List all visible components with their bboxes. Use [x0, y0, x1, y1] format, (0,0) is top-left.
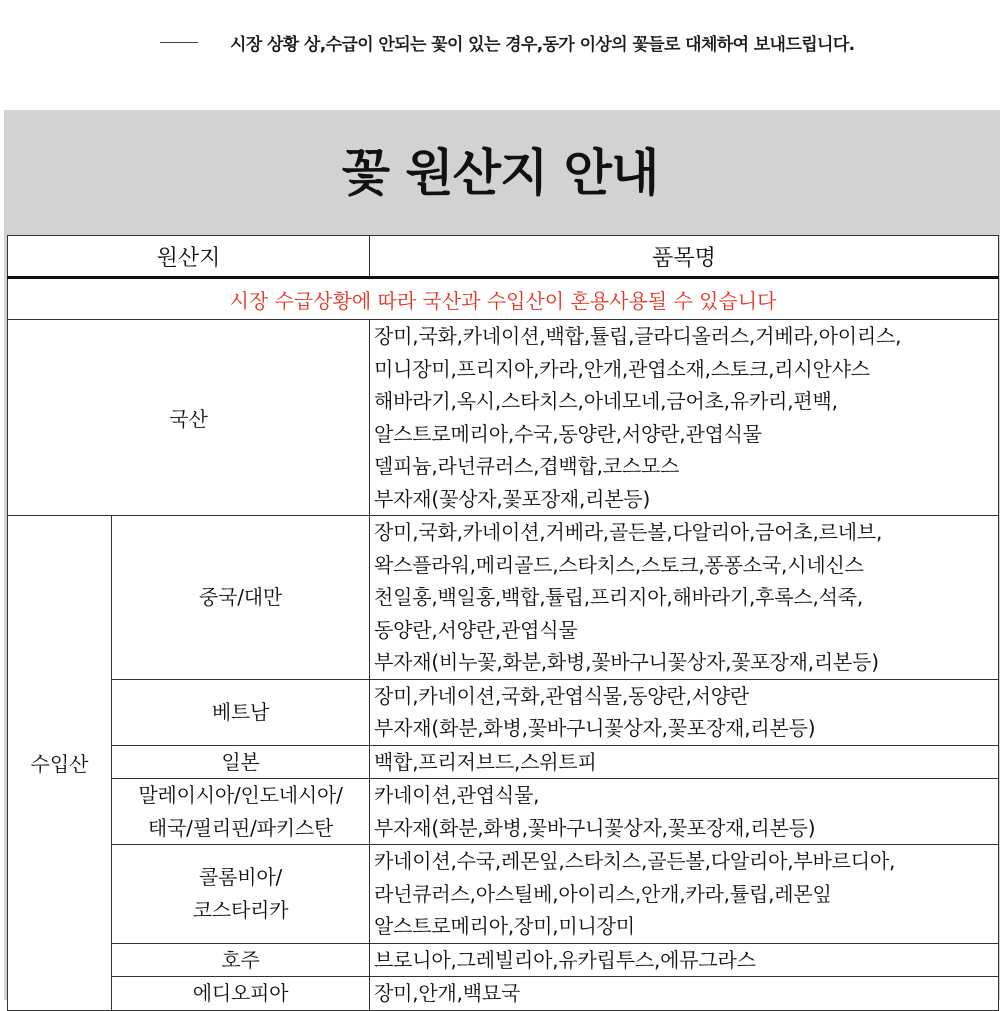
subregion-japan: [112, 745, 370, 779]
table-row-japan: [8, 745, 999, 779]
subregion-label: 베트남: [211, 699, 270, 724]
subregion-label: 일본: [221, 749, 260, 774]
subregion-vietnam: [112, 679, 370, 745]
header-origin: 원산지: [8, 236, 370, 278]
subregion-china-taiwan: [112, 516, 370, 680]
items-vietnam: [370, 679, 999, 745]
region-imported: 수입산: [8, 516, 112, 1011]
item-line: 부자재(화분,화병,꽃바구니꽃상자,꽃포장재,리본등): [374, 716, 816, 740]
subregion-label: 중국/대만: [198, 585, 283, 609]
region-domestic: 국산: [8, 320, 370, 516]
table-row-southeast-asia: [8, 779, 999, 845]
item-line: 카네이션,관엽식물,: [374, 783, 540, 807]
items-southeast-asia: [370, 779, 999, 845]
item-line: 장미,안개,백묘국: [374, 981, 521, 1005]
origin-table: [7, 235, 999, 1011]
item-line: 장미,국화,카네이션,백합,튤립,글라디올러스,거베라,아이리스,: [374, 324, 902, 348]
subregion-label: 에디오피아: [192, 981, 289, 1005]
item-line: 천일홍,백일홍,백합,튤립,프리지아,해바라기,후록스,석죽,: [374, 585, 864, 609]
item-line: 브로니아,그레빌리아,유카립투스,에뮤그라스: [374, 947, 756, 972]
item-line: 알스트로메리아,수국,동양란,서양란,관엽식물: [374, 421, 762, 446]
subregion-colombia-costarica: [112, 845, 370, 944]
item-line: 해바라기,옥시,스타치스,아네모네,금어초,유카리,편백,: [374, 389, 838, 413]
items-ethiopia: [370, 977, 999, 1011]
items-colombia-costarica: [370, 845, 999, 944]
mixed-use-notice: 시장 수급상황에 따라 국산과 수입산이 혼용사용될 수 있습니다: [8, 278, 999, 320]
top-note-text: 시장 상황 상,수급이 안되는 꽃이 있는 경우,동가 이상의 꽃들로 대체하여 보내드립니다.: [230, 35, 855, 55]
header-items: 품목명: [370, 236, 999, 278]
subregion-ethiopia: [112, 977, 370, 1011]
table-row-colombia: [8, 845, 999, 944]
table-row-vietnam: [8, 679, 999, 745]
item-line: 라넌큐러스,아스틸베,아이리스,안개,카라,튤립,레몬잎: [374, 881, 832, 906]
subregion-label: 태국/필리핀/파키스탄: [147, 815, 334, 840]
item-line: 부자재(화분,화병,꽃바구니꽃상자,꽃포장재,리본등): [374, 815, 816, 840]
items-japan: [370, 745, 999, 779]
item-line: 동양란,서양란,관엽식물: [374, 617, 578, 642]
subregion-label: 콜롬비아/: [198, 865, 283, 890]
subregion-label: 말레이시아/인도네시아/: [138, 783, 343, 807]
subregion-southeast-asia: [112, 779, 370, 845]
item-line: 델피늄,라넌큐러스,겹백합,코스모스: [374, 454, 680, 478]
table-row-china: [8, 516, 999, 680]
items-china-taiwan: [370, 516, 999, 680]
item-line: 장미,카네이션,국화,관엽식물,동양란,서양란: [374, 683, 749, 708]
item-line: 미니장미,프리지아,카라,안개,관엽소재,스토크,리시안샤스: [374, 356, 870, 381]
items-australia: [370, 943, 999, 977]
item-line: 부자재(비누꽃,화분,화병,꽃바구니꽃상자,꽃포장재,리본등): [374, 650, 879, 674]
subregion-label: 코스타리카: [192, 897, 289, 922]
page-title: 꽃 원산지 안내: [341, 144, 659, 202]
item-line: 장미,국화,카네이션,거베라,골든볼,다알리아,금어초,르네브,: [374, 520, 883, 544]
table-row-ethiopia: [8, 977, 999, 1011]
item-line: 부자재(꽃상자,꽃포장재,리본등): [374, 486, 651, 511]
subregion-label: 호주: [221, 947, 260, 972]
subregion-australia: [112, 943, 370, 977]
table-row-domestic: [8, 320, 999, 516]
top-note: [0, 0, 1000, 110]
dash-mark: [160, 42, 198, 43]
item-line: 알스트로메리아,장미,미니장미: [374, 914, 635, 938]
table-header-row: [8, 236, 999, 278]
notice-row: [8, 278, 999, 320]
item-line: 백합,프리저브드,스위트피: [374, 749, 597, 774]
item-line: 카네이션,수국,레몬잎,스타치스,골든볼,다알리아,부바르디아,: [374, 849, 896, 873]
item-line: 왁스플라워,메리골드,스타치스,스토크,퐁퐁소국,시네신스: [374, 552, 864, 577]
table-row-australia: [8, 943, 999, 977]
items-domestic: [370, 320, 999, 516]
